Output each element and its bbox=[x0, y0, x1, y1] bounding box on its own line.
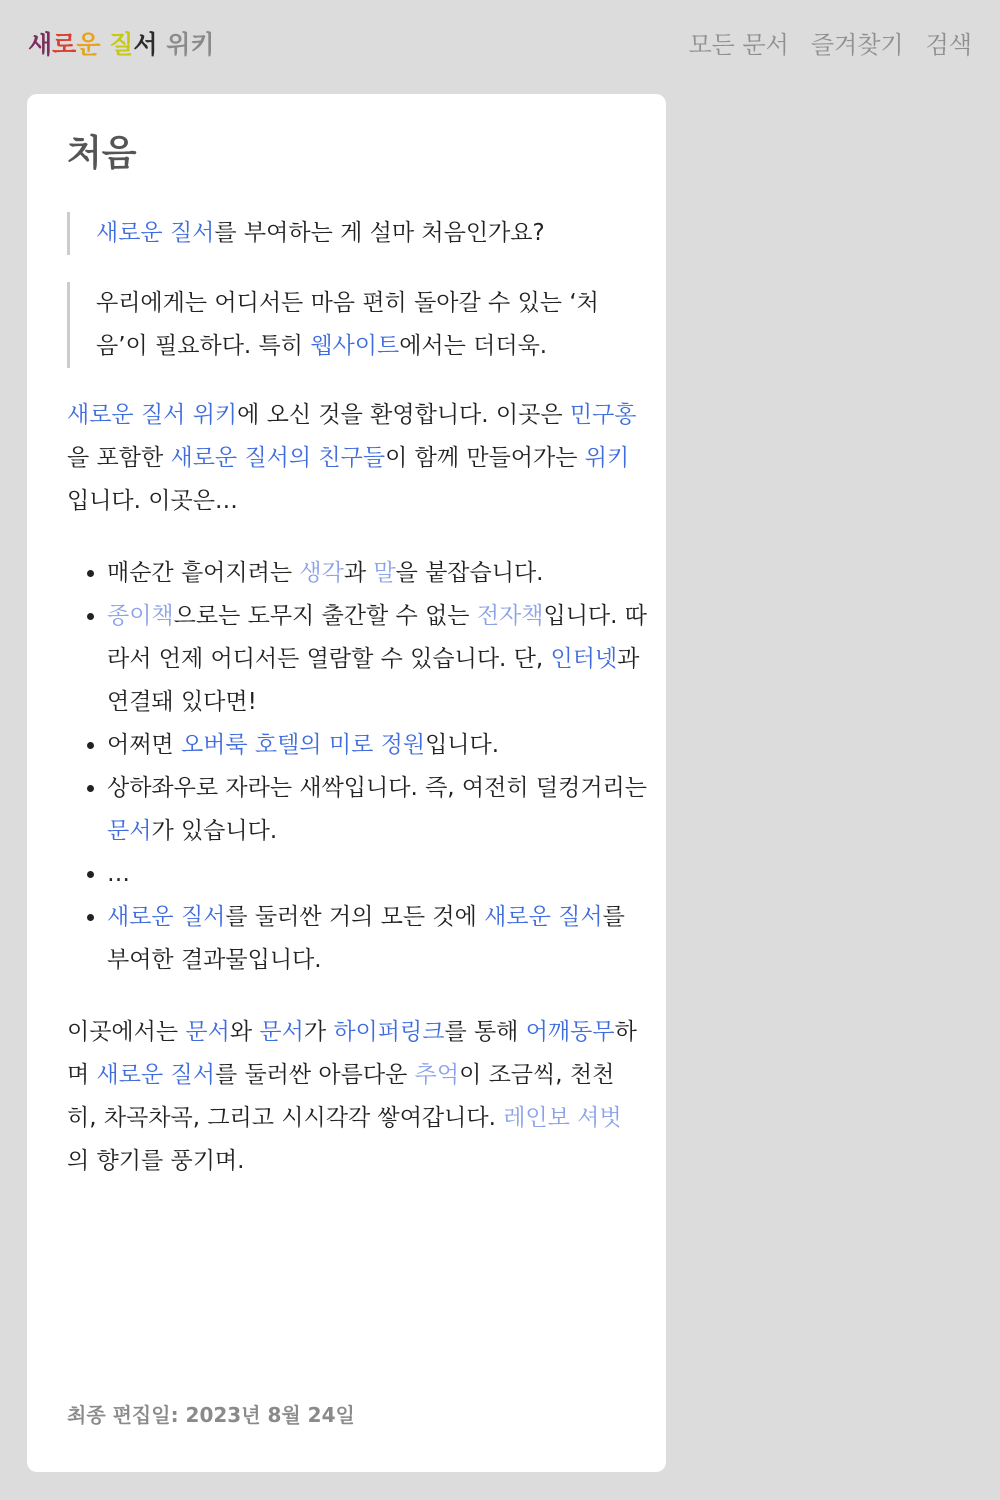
text: 이 조금씩, 천천히, 차곡차곡, 그리고 시시각각 쌓여갑니다. bbox=[67, 1062, 615, 1131]
link-shoulder-to-shoulder[interactable]: 어깨동무 bbox=[525, 1019, 615, 1045]
link-memories[interactable]: 추억 bbox=[414, 1062, 460, 1088]
link-overlook-maze[interactable]: 오버룩 호텔의 미로 정원 bbox=[180, 732, 426, 758]
text: 이 함께 만들어가는 bbox=[385, 445, 585, 471]
page-title: 처음 bbox=[67, 133, 137, 174]
link-thought[interactable]: 생각 bbox=[299, 560, 344, 586]
logo-char: 서 bbox=[133, 30, 158, 59]
site-logo[interactable] bbox=[28, 27, 215, 63]
text: 이곳에서는 bbox=[67, 1019, 186, 1045]
feature-list bbox=[67, 552, 647, 982]
text: 과 bbox=[343, 560, 374, 586]
text: 를 둘러싼 거의 모든 것에 bbox=[225, 904, 485, 930]
text: 에 오신 것을 환영합니다. 이곳은 bbox=[237, 402, 570, 428]
list-item bbox=[107, 896, 647, 982]
link-wiki[interactable]: 위키 bbox=[584, 445, 630, 471]
text: 과 연결돼 있다면! bbox=[107, 646, 640, 715]
list-item bbox=[107, 853, 647, 896]
quote-first bbox=[67, 212, 627, 255]
link-new-order-wiki[interactable]: 새로운 질서 위키 bbox=[67, 402, 238, 428]
top-nav bbox=[689, 27, 973, 63]
list-item bbox=[107, 767, 647, 853]
link-document[interactable]: 문서 bbox=[259, 1019, 304, 1045]
text: 가 있습니다. bbox=[151, 818, 278, 844]
logo-suffix: 위키 bbox=[157, 30, 215, 59]
text: 입니다. 이곳은… bbox=[67, 488, 238, 514]
link-new-order[interactable]: 새로운 질서 bbox=[107, 904, 226, 930]
logo-char: 로 bbox=[52, 30, 77, 59]
top-bar bbox=[0, 0, 1000, 92]
link-new-order[interactable]: 새로운 질서 bbox=[96, 220, 215, 246]
text: 어쩌면 bbox=[107, 732, 181, 758]
text: 의 향기를 풍기며. bbox=[67, 1148, 245, 1174]
link-hyperlink[interactable]: 하이퍼링크 bbox=[333, 1019, 445, 1045]
quote-text: 에서는 더더욱. bbox=[399, 333, 548, 359]
link-rainbow-sherbet[interactable]: 레인보 셔벗 bbox=[503, 1105, 622, 1131]
link-new-order[interactable]: 새로운 질서 bbox=[96, 1062, 215, 1088]
link-friends-of-new-order[interactable]: 새로운 질서의 친구들 bbox=[170, 445, 386, 471]
document-card bbox=[27, 94, 666, 1472]
text: 를 둘러싼 아름다운 bbox=[214, 1062, 415, 1088]
list-item bbox=[107, 552, 647, 595]
link-words[interactable]: 말 bbox=[373, 560, 396, 586]
text: 으로는 도무지 출간할 수 없는 bbox=[173, 603, 477, 629]
text: 하며 bbox=[67, 1019, 637, 1088]
logo-char bbox=[100, 30, 109, 59]
last-edited-date: 최종 편집일: 2023년 8월 24일 bbox=[67, 1403, 355, 1427]
link-website[interactable]: 웹사이트 bbox=[310, 333, 400, 359]
text: 가 bbox=[303, 1019, 334, 1045]
list-item bbox=[107, 724, 647, 767]
list-item bbox=[107, 595, 647, 724]
text: … bbox=[107, 861, 130, 887]
link-internet[interactable]: 인터넷 bbox=[550, 646, 618, 672]
text: 를 부여한 결과물입니다. bbox=[107, 904, 625, 973]
quote-text: 를 부여하는 게 설마 처음인가요? bbox=[214, 220, 545, 246]
outro-paragraph bbox=[67, 1011, 637, 1183]
logo-char: 새 bbox=[28, 30, 53, 59]
link-paper-book[interactable]: 종이책 bbox=[107, 603, 174, 629]
link-new-order[interactable]: 새로운 질서 bbox=[484, 904, 603, 930]
link-ebook[interactable]: 전자책 bbox=[476, 603, 544, 629]
text: 을 붙잡습니다. bbox=[395, 560, 544, 586]
text: 입니다. bbox=[425, 732, 500, 758]
quote-text: 우리에게는 어디서든 마음 편히 돌아갈 수 있는 ‘처음’이 필요하다. 특히 bbox=[96, 290, 599, 359]
nav-favorites[interactable]: 즐겨찾기 bbox=[810, 31, 904, 59]
nav-all-documents[interactable]: 모든 문서 bbox=[688, 31, 789, 59]
nav-search[interactable]: 검색 bbox=[925, 31, 972, 59]
text: 을 포함한 bbox=[67, 445, 171, 471]
link-document[interactable]: 문서 bbox=[185, 1019, 230, 1045]
text: 를 통해 bbox=[444, 1019, 526, 1045]
link-min-guhong[interactable]: 민구홍 bbox=[569, 402, 637, 428]
text: 매순간 흩어지려는 bbox=[107, 560, 300, 586]
link-document[interactable]: 문서 bbox=[107, 818, 152, 844]
quote-second bbox=[67, 282, 627, 368]
text: 상하좌우로 자라는 새싹입니다. 즉, 여전히 덜컹거리는 bbox=[107, 775, 647, 801]
logo-char: 운 bbox=[76, 30, 101, 59]
text: 입니다. 따라서 언제 어디서든 열람할 수 있습니다. 단, bbox=[107, 603, 647, 672]
intro-paragraph bbox=[67, 394, 637, 523]
logo-char: 질 bbox=[109, 30, 134, 59]
text: 와 bbox=[229, 1019, 260, 1045]
